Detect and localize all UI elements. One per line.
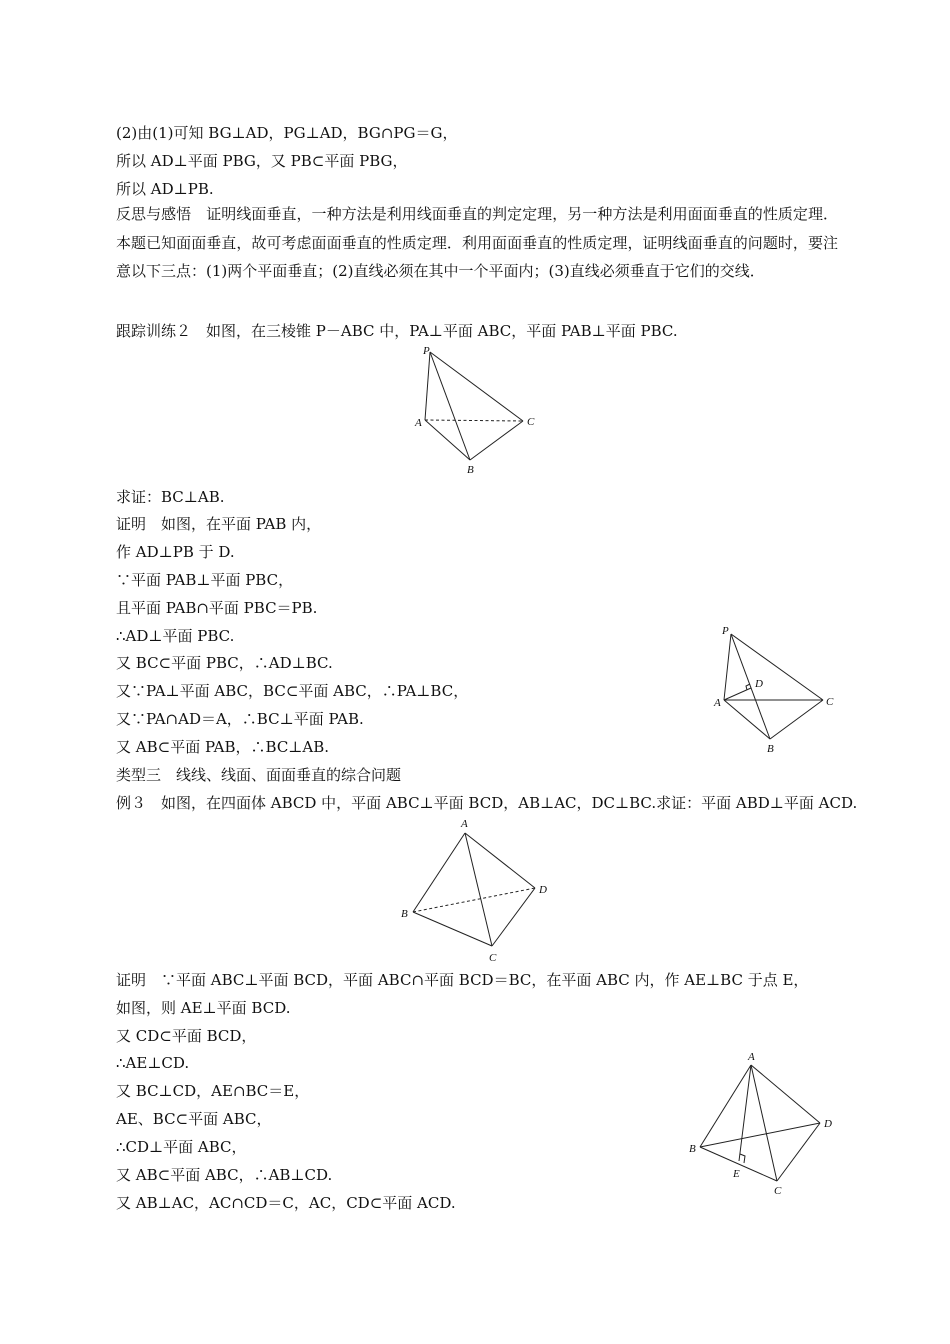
proof2-line-3: ∵平面 PAB⊥平面 PBC， bbox=[116, 571, 294, 589]
type-three-heading: 类型三 线线、线面、面面垂直的综合问题 bbox=[116, 766, 402, 784]
proof3-line-5: 又 BC⊥CD，AE∩BC＝E， bbox=[116, 1082, 310, 1100]
label-c: C bbox=[527, 416, 535, 428]
label-a: A bbox=[748, 1051, 755, 1063]
proof2-line-6: 又 BC⊂平面 PBC，∴AD⊥BC. bbox=[116, 654, 333, 672]
text-line-3: 所以 AD⊥PB. bbox=[116, 180, 214, 198]
label-b: B bbox=[767, 743, 774, 755]
label-d: D bbox=[755, 678, 763, 690]
proof2-line-5: ∴AD⊥平面 PBC. bbox=[116, 627, 235, 645]
figure-tetrahedron-abcd bbox=[395, 815, 560, 965]
text-line-2: 所以 AD⊥平面 PBG，又 PB⊂平面 PBG， bbox=[116, 152, 408, 170]
label-p: P bbox=[423, 345, 430, 357]
proof2-line-8: 又∵PA∩AD＝A，∴BC⊥平面 PAB. bbox=[116, 710, 364, 728]
label-a: A bbox=[714, 697, 721, 709]
proof3-line-2: 如图，则 AE⊥平面 BCD. bbox=[116, 999, 291, 1017]
figure-tetrahedron-with-d bbox=[708, 620, 848, 760]
proof2-line-2: 作 AD⊥PB 于 D. bbox=[116, 543, 235, 561]
prove-statement-2: 求证：BC⊥AB. bbox=[116, 488, 225, 506]
label-c: C bbox=[489, 952, 497, 964]
label-b: B bbox=[401, 908, 408, 920]
reflection-paragraph: 反思与感悟 证明线面垂直，一种方法是利用线面垂直的判定定理，另一种方法是利用面面垂直的性质定理．本题已知面面垂直，故可考虑面面垂直的性质定理．利用面面垂直的性质定理，证明线面垂直的问题时，要注意以下三点：(1)两个平面垂直；(2)直线必须在其中一个平面内；(3)直线必须垂直于它们的交线． bbox=[116, 205, 838, 280]
label-b: B bbox=[467, 464, 474, 476]
proof3-line-3: 又 CD⊂平面 BCD， bbox=[116, 1027, 257, 1045]
proof3-line-6: AE、BC⊂平面 ABC， bbox=[116, 1110, 272, 1128]
proof3-line-8: 又 AB⊂平面 ABC，∴AB⊥CD. bbox=[116, 1166, 333, 1184]
label-c: C bbox=[826, 696, 834, 708]
label-a: A bbox=[415, 417, 422, 429]
proof3-line-7: ∴CD⊥平面 ABC， bbox=[116, 1138, 247, 1156]
label-d: D bbox=[539, 884, 547, 896]
proof2-line-7: 又∵PA⊥平面 ABC，BC⊂平面 ABC，∴PA⊥BC， bbox=[116, 682, 469, 700]
label-e: E bbox=[733, 1168, 740, 1180]
proof2-line-4: 且平面 PAB∩平面 PBC＝PB. bbox=[116, 599, 318, 617]
figure-tetrahedron-pabc bbox=[405, 340, 545, 480]
label-c: C bbox=[774, 1185, 782, 1197]
example-3: 例３ 如图，在四面体 ABCD 中，平面 ABC⊥平面 BCD，AB⊥AC，DC⊥BC.求证：平面 ABD⊥平面 ACD. bbox=[116, 794, 858, 812]
proof2-line-1: 证明 如图，在平面 PAB 内， bbox=[116, 515, 322, 533]
proof2-line-9: 又 AB⊂平面 PAB，∴BC⊥AB. bbox=[116, 738, 330, 756]
tracking-exercise-2: 跟踪训练２ 如图，在三棱锥 P－ABC 中，PA⊥平面 ABC，平面 PAB⊥平面 PBC. bbox=[116, 322, 678, 340]
proof3-line-4: ∴AE⊥CD. bbox=[116, 1054, 190, 1072]
label-p: P bbox=[722, 625, 729, 637]
label-b: B bbox=[689, 1143, 696, 1155]
proof3-line-1: 证明 ∵平面 ABC⊥平面 BCD，平面 ABC∩平面 BCD＝BC，在平面 ABC 内，作 AE⊥BC 于点 E， bbox=[116, 971, 809, 989]
label-a: A bbox=[461, 818, 468, 830]
text-line-1: (2)由(1)可知 BG⊥AD，PG⊥AD，BG∩PG＝G， bbox=[116, 124, 458, 142]
label-d: D bbox=[824, 1118, 832, 1130]
proof3-line-9: 又 AB⊥AC，AC∩CD＝C，AC，CD⊂平面 ACD. bbox=[116, 1194, 456, 1212]
figure-tetrahedron-with-e bbox=[683, 1045, 843, 1200]
